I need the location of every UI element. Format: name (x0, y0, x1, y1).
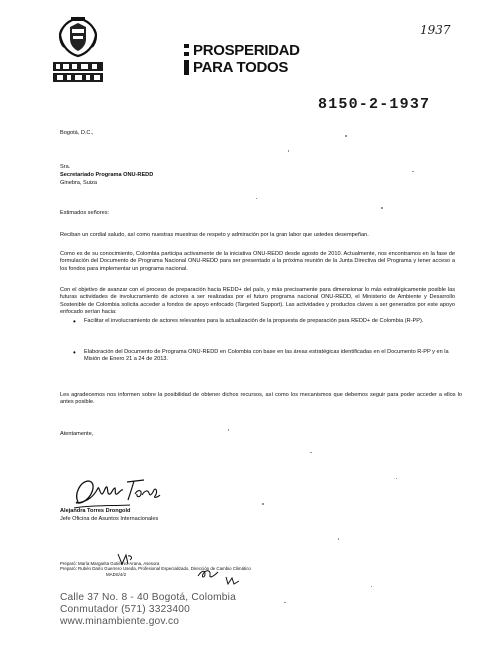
bullet-item-1: Facilitar el involucramiento de actores relevantes para la actualización de la propuesta de preparación para REDD+ de Colombia (R-PP). (84, 318, 424, 324)
body-paragraph-3: Con el objetivo de avanzar con el proceso de preparación hacia REDD+ del país, y más precisamente para dimensionar lo más estratégicamente posible las futuras actividades de involucramiento de actores a ser realizadas por el futuro programa nacional ONU-REDD, el Ministerio de Ambiente y Desarrollo Sostenible de Colombia solicita acceder a fondos de apoyo enfocado (Targeted Support). Las actividades y productos claves a ser generados por este apoyo enfocado serían hacia: (60, 287, 455, 316)
bullet-item-2: Elaboración del Documento de Programa ONU-REDD en Colombia con base en las áreas estratégicas identificadas en el Documento R-PP y en la Misión de Enero 21 a 24 de 2013. (84, 349, 449, 363)
recipient-name: Secretariado Programa ONU-REDD (60, 172, 154, 178)
reviewer-signature (196, 566, 222, 582)
scan-speck (345, 135, 347, 137)
bullet-dot-icon: • (73, 317, 76, 326)
scan-speck (371, 586, 372, 587)
footer-phone: Conmutador (571) 3323400 (60, 604, 190, 615)
bullet-dot-icon: • (73, 348, 76, 357)
scan-speck (256, 198, 257, 199)
prepared-by-line-2: Preparó: Rubén Darío Guerrero Useda, Profesional Especializado, Dirección de Cambio Climático (60, 566, 251, 571)
scan-speck (412, 171, 414, 172)
scan-speck (310, 452, 312, 453)
scan-speck (228, 429, 229, 431)
recipient-city: Ginebra, Suiza (60, 180, 98, 186)
logo-line-1: PROSPERIDAD (193, 42, 300, 59)
logo-line-2: PARA TODOS (193, 59, 289, 76)
scan-speck (338, 538, 339, 540)
coat-of-arms-icon (56, 15, 100, 59)
scan-speck (288, 150, 289, 152)
signer-title: Jefe Oficina de Asuntos Internacionales (60, 516, 159, 522)
handwritten-signature (72, 472, 164, 512)
prosperidad-logo-bars-icon (184, 44, 189, 75)
reference-number: 8150-2-1937 (318, 96, 431, 113)
scan-speck (262, 503, 264, 505)
scan-speck (396, 478, 397, 479)
scan-speck (284, 602, 286, 603)
body-paragraph-1: Reciban un cordial saludo, así como nuestras muestras de respeto y admiración por la gran labor que ustedes desempeñan. (60, 232, 369, 238)
salutation: Estimados señores: (60, 210, 110, 216)
footer-website[interactable]: www.minambiente.gov.co (60, 616, 180, 627)
footer-address: Calle 37 No. 8 - 40 Bogotá, Colombia (60, 592, 236, 603)
recipient-title: Sra. (60, 164, 71, 170)
signer-name: Alejandra Torres Drongold (60, 508, 131, 514)
handwritten-number: 1937 (420, 23, 451, 37)
reviewer-initials (224, 575, 242, 586)
final-paragraph: Les agradecemos nos informen sobre la posibilidad de obtener dichos recursos, así como los mecanismos que debemos seguir para poder acceder a ellos lo antes posible. (60, 392, 462, 406)
scan-speck (381, 207, 383, 209)
prepared-by-line-1: Preparó: María Margarita Gutiérrez Arana, Asesora (60, 561, 160, 566)
prepared-by-mark: MADS/4/2 (106, 572, 127, 577)
closing: Atentamente, (60, 431, 94, 437)
body-paragraph-2: Como es de su conocimiento, Colombia participa activamente de la iniciativa ONU-REDD desde agosto de 2010. Actualmente, nos encontramos en la fase de formulación del Documento de Programa Nacional ONU-REDD para ser presentado a la próxima reunión de la Junta Directiva del Programa y tener acceso a los fondos para implementar un programa nacional. (60, 251, 455, 272)
ministry-seal-text-icon (52, 61, 104, 83)
place-date: Bogotá, D.C., (60, 130, 94, 136)
